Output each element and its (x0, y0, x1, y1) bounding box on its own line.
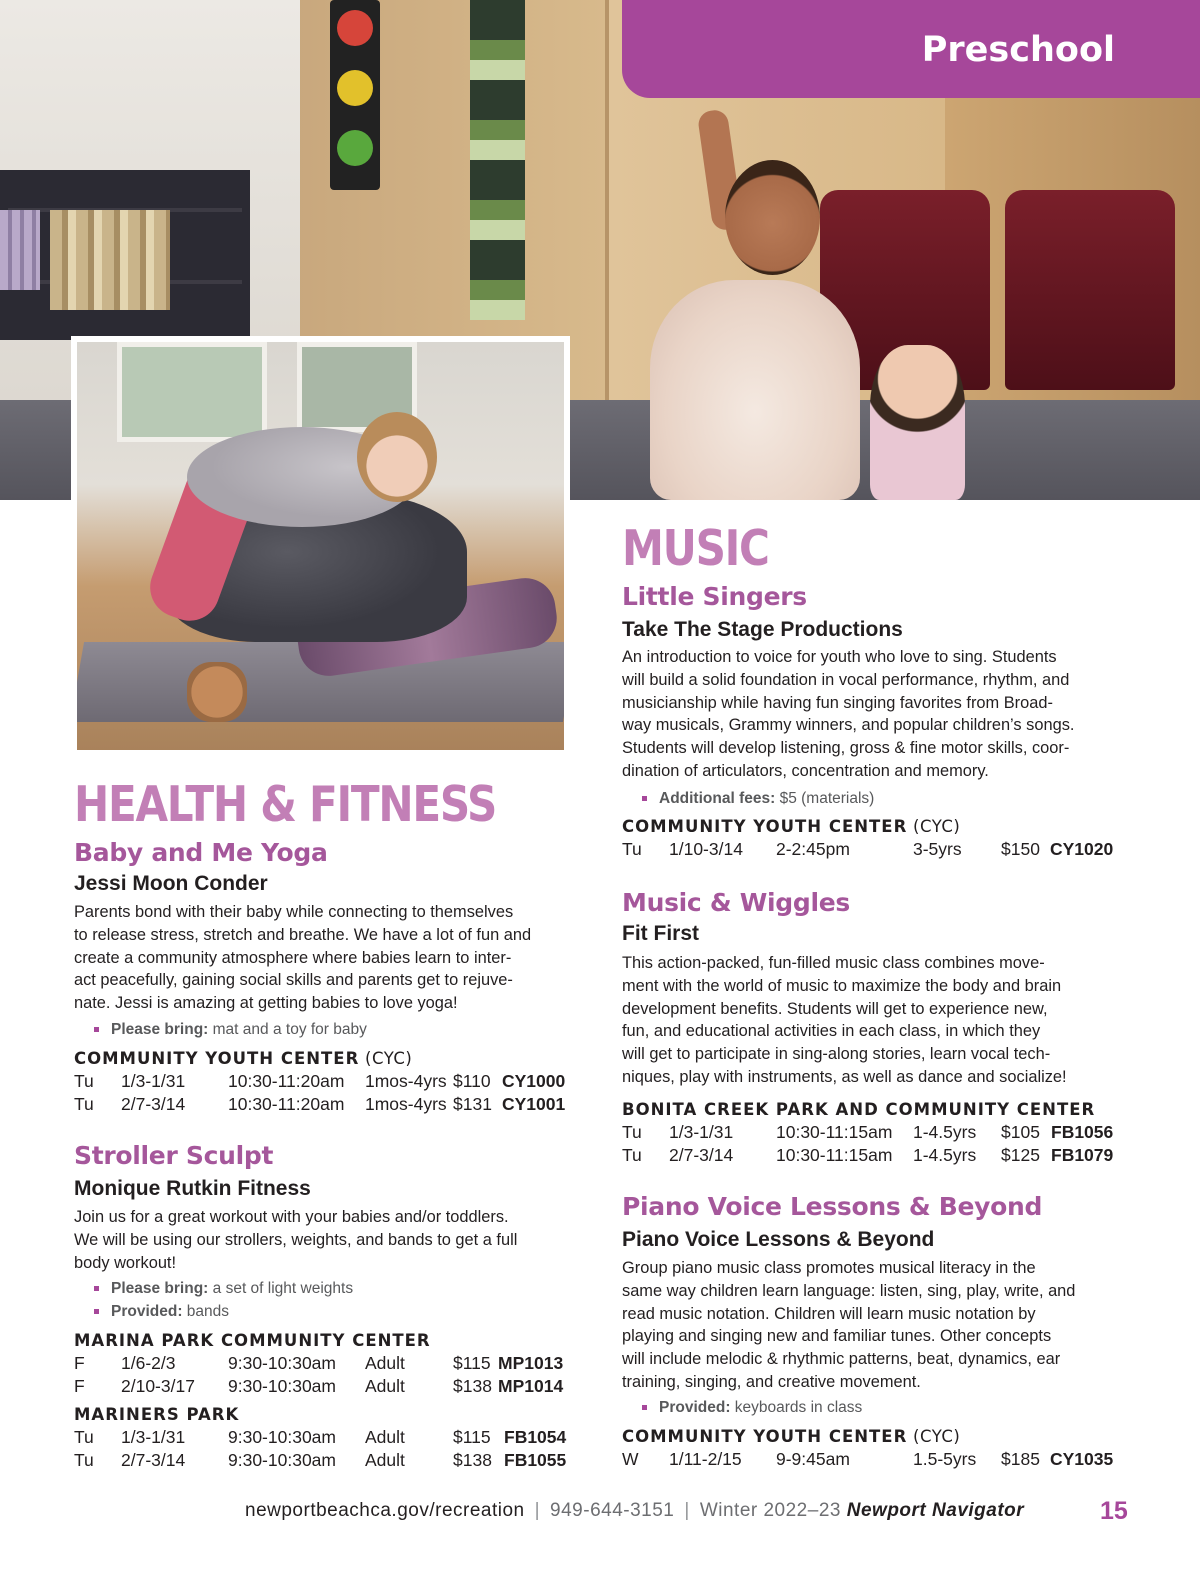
category-tab (622, 0, 1200, 98)
course-title-stroller-sculpt: Stroller Sculpt (74, 1141, 274, 1170)
course-provider: Monique Rutkin Fitness (74, 1177, 311, 1200)
schedule-table (74, 1353, 568, 1398)
yoga-photo (71, 336, 570, 756)
course-code: MP1013 (498, 1353, 564, 1373)
schedule-table (74, 1071, 568, 1116)
course-code: FB1055 (504, 1449, 567, 1470)
course-code: MP1014 (498, 1375, 564, 1396)
schedule-row: Tu 2/7-3/14 9:30-10:30am Adult $138 FB1055 (74, 1449, 567, 1470)
category-tab-label: Preschool (921, 30, 1115, 70)
footer-season: Winter 2022–23 (699, 1500, 841, 1521)
course-notes (74, 1277, 353, 1323)
section-title-music: MUSIC (622, 520, 769, 577)
footer (245, 1500, 1024, 1522)
location-heading: MARINERS PARK (74, 1405, 240, 1424)
course-title-music-and-wiggles: Music & Wiggles (622, 888, 850, 917)
location-heading: COMMUNITY YOUTH CENTER (CYC) (74, 1049, 413, 1068)
schedule-table (622, 1449, 1116, 1472)
course-title-baby-and-me-yoga: Baby and Me Yoga (74, 838, 328, 867)
section-title-health-fitness: HEALTH & FITNESS (74, 776, 497, 833)
schedule-row: F 2/10-3/17 9:30-10:30am Adult $138 MP1014 (74, 1375, 564, 1396)
course-description: This action-packed, fun-filled music class combines move- ment with the world of music to maximize the body and brain development benefits. Students will get to experience new, fun, and educational activities in each class, in which they will get to participate in sing-along stories, learn vocal tech- niques, play with instruments, as well as dance and socialize! (622, 954, 1067, 1086)
schedule-table (74, 1427, 568, 1472)
course-notes (74, 1018, 367, 1041)
note-item: Please bring: a set of light weights (74, 1277, 353, 1300)
course-code: FB1056 (1051, 1122, 1114, 1142)
schedule-row: Tu 1/3-1/31 10:30-11:15am 1-4.5yrs $105 FB1056 (622, 1122, 1114, 1142)
note-item: Please bring: mat and a toy for baby (74, 1018, 367, 1041)
course-provider: Jessi Moon Conder (74, 872, 268, 895)
course-code: CY1035 (1050, 1449, 1114, 1469)
page-number: 15 (1100, 1497, 1128, 1525)
note-item: Provided: bands (74, 1300, 353, 1323)
schedule-table (622, 839, 1116, 862)
course-code: FB1079 (1051, 1144, 1114, 1165)
schedule-row: Tu 1/3-1/31 9:30-10:30am Adult $115 FB1054 (74, 1427, 567, 1447)
schedule-row: Tu 1/10-3/14 2-2:45pm 3-5yrs $150 CY1020 (622, 839, 1114, 859)
location-heading: COMMUNITY YOUTH CENTER (CYC) (622, 817, 961, 836)
course-notes (622, 787, 874, 810)
course-code: CY1020 (1050, 839, 1114, 859)
course-description: An introduction to voice for youth who love to sing. Students will build a solid foundation in vocal performance, rhythm, and musicianship while having fun singing favorites from Broad- way musicals, Grammy winners, and popular children’s songs. Students will develop listening, gross & fine motor skills, coor- dination of articulators, concentration and memory. (622, 648, 1075, 780)
footer-separator: | (684, 1500, 690, 1521)
course-provider: Piano Voice Lessons & Beyond (622, 1228, 935, 1251)
course-title-little-singers: Little Singers (622, 582, 807, 611)
course-description: Parents bond with their baby while connecting to themselves to release stress, stretch and breathe. We have a lot of fun and create a community atmosphere where babies learn to inter- act peacefully, gaining social skills and parents get to rejuve- nate. Jessi is amazing at getting babies to love yoga! (74, 903, 532, 1013)
location-heading: COMMUNITY YOUTH CENTER (CYC) (622, 1427, 961, 1446)
course-code: FB1054 (504, 1427, 567, 1447)
course-description: Group piano music class promotes musical literacy in the same way children learn language: listen, sing, play, write, and read music notation. Children will learn music notation by playing and singing new and familiar tunes. Other concepts will include melodic & rhythmic patterns, beat, dynamics, ear training, singing, and creative movement. (622, 1259, 1076, 1391)
course-code: CY1001 (502, 1093, 566, 1114)
schedule-row: F 1/6-2/3 9:30-10:30am Adult $115 MP1013 (74, 1353, 564, 1373)
schedule-row: Tu 2/7-3/14 10:30-11:20am 1mos-4yrs $131 CY1001 (74, 1093, 566, 1114)
footer-separator: | (534, 1500, 541, 1521)
course-provider: Fit First (622, 922, 699, 945)
footer-publication: Newport Navigator (846, 1500, 1025, 1521)
location-heading: BONITA CREEK PARK AND COMMUNITY CENTER (622, 1100, 1096, 1119)
note-item: Additional fees: $5 (materials) (622, 787, 874, 810)
schedule-table (622, 1122, 1116, 1167)
course-description: Join us for a great workout with your babies and/or toddlers. We will be using our strollers, weights, and bands to get a full body workout! (74, 1208, 518, 1272)
note-item: Provided: keyboards in class (622, 1396, 862, 1419)
course-title-piano-voice-lessons: Piano Voice Lessons & Beyond (622, 1192, 1043, 1221)
location-heading: MARINA PARK COMMUNITY CENTER (74, 1331, 431, 1350)
course-notes (622, 1396, 862, 1419)
course-provider: Take The Stage Productions (622, 618, 903, 641)
footer-url[interactable]: newportbeachca.gov/recreation (245, 1500, 525, 1521)
schedule-row: Tu 1/3-1/31 10:30-11:20am 1mos-4yrs $110 CY1000 (74, 1071, 566, 1091)
schedule-row: Tu 2/7-3/14 10:30-11:15am 1-4.5yrs $125 FB1079 (622, 1144, 1114, 1165)
schedule-row: W 1/11-2/15 9-9:45am 1.5-5yrs $185 CY1035 (622, 1449, 1114, 1469)
footer-phone: 949-644-3151 (550, 1500, 675, 1521)
course-code: CY1000 (502, 1071, 566, 1091)
